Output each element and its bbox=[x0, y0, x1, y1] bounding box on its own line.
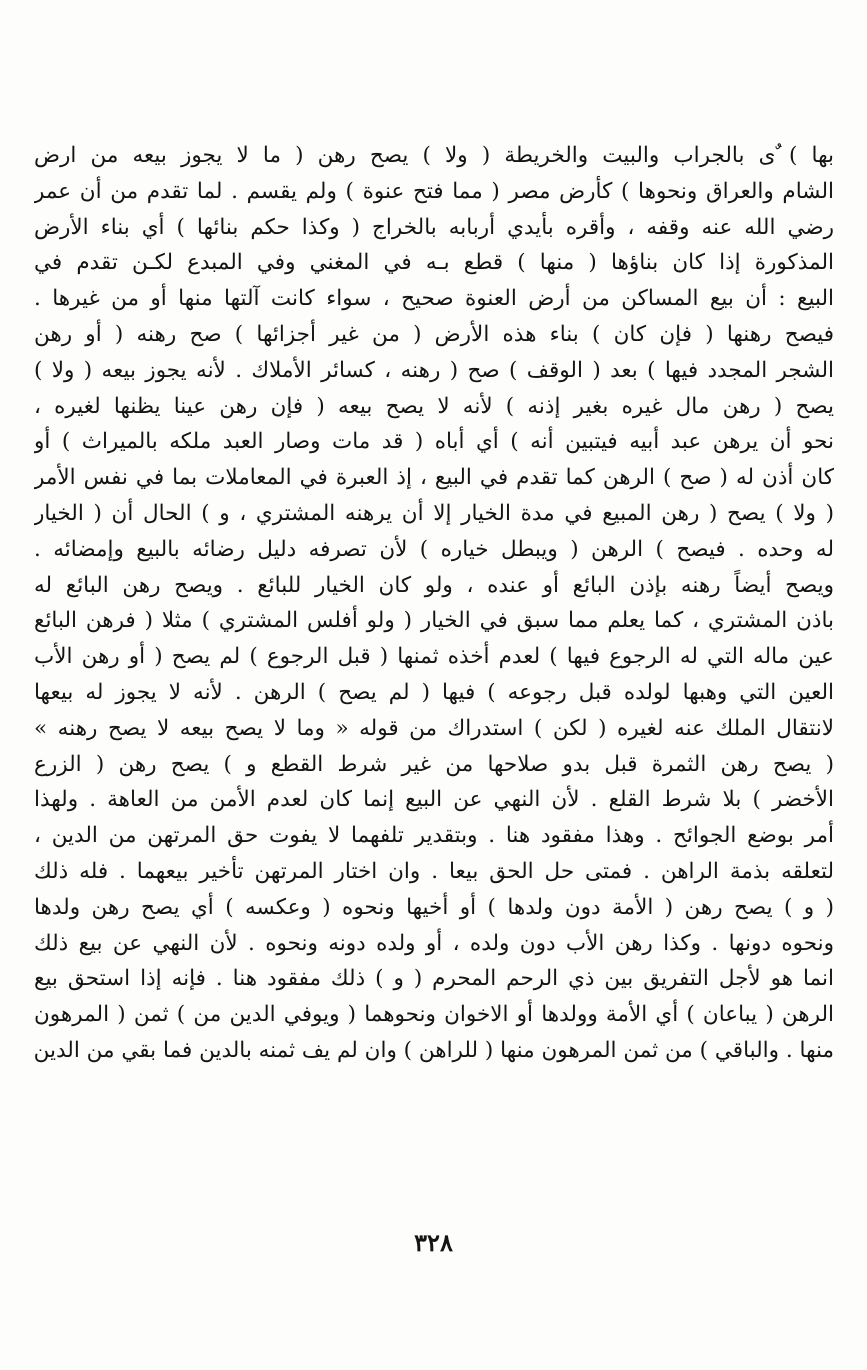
text-line: ( و ) يصح رهن ( الأمة دون ولدها ) أو أخيها ونحوه ( وعكسه ) أي يصح رهن ولدها bbox=[34, 894, 834, 920]
text-line: فيصح رهنها ( فإن كان ) بناء هذه الأرض ( من غير أجزائها ) صح رهنه ( أو رهن bbox=[34, 321, 834, 347]
text-line: باذن المشتري ، كما يعلم مما سبق في الخيار ( ولو أفلس المشتري ) مثلا ( فرهن البائع bbox=[34, 608, 834, 634]
text-line: الشجر المجدد فيها ) بعد ( الوقف ) صح ( رهنه ، كسائر الأملاك . لأنه يجوز بيعه ( ولا ) bbox=[34, 357, 834, 383]
text-line: الشام والعراق ونحوها ) كأرض مصر ( مما فتح عنوة ) ولم يقسم . لما تقدم من أن عمر bbox=[34, 178, 834, 204]
text-line: نحو أن يرهن عبد أبيه فيتبين أنه ) أي أباه ( قد مات وصار العبد ملكه بالميراث ) أو bbox=[34, 429, 834, 455]
body-text bbox=[34, 138, 834, 1069]
page-number: ٣٢٨ bbox=[414, 1228, 453, 1257]
text-line: ونحوه دونها . وكذا رهن الأب دون ولده ، أو ولده دونه ونحوه . لأن النهي عن بيع ذلك bbox=[34, 930, 834, 956]
text-line: الرهن ( يباعان ) أي الأمة وولدها أو الاخوان ونحوهما ( ويوفي الدين من ) ثمن ( المرهون bbox=[34, 1002, 834, 1028]
text-line: يصح ( رهن مال غيره بغير إذنه ) لأنه لا يصح بيعه ( فإن رهن عينا يظنها لغيره ، bbox=[34, 393, 834, 419]
text-line: انما هو لأجل التفريق بين ذي الرحم المحرم ( و ) ذلك مفقود هنا . فإنه إذا استحق بيع bbox=[34, 966, 834, 992]
text-line: ويصح أيضاً رهنه بإذن البائع أو عنده ، ولو كان الخيار للبائع . ويصح رهن البائع له bbox=[34, 572, 834, 598]
text-line: كان أذن له ( صح ) الرهن كما تقدم في البيع ، إذ العبرة في المعاملات بما في نفس الأمر bbox=[34, 465, 834, 491]
text-line: لانتقال الملك عنه لغيره ( لكن ) استدراك من قوله « وما لا يصح بيعه لا يصح رهنه » bbox=[34, 715, 834, 741]
text-line: الأخضر ) بلا شرط القلع . لأن النهي عن البيع إنما كان لعدم الأمن من العاهة . ولهذا bbox=[34, 787, 834, 813]
text-line: العين التي وهبها لولده قبل رجوعه ) فيها ( لم يصح ) الرهن . لأنه لا يجوز له بيعها bbox=[34, 679, 834, 705]
text-line: ( ولا ) يصح ( رهن المبيع في مدة الخيار إلا أن يرهنه المشتري ، و ) الحال أن ( الخيار bbox=[34, 500, 834, 526]
text-line: المذكورة إذا كان بناؤها ( منها ) قطع بـه في المغني وفي المبدع لكـن تقدم في bbox=[34, 250, 834, 276]
text-line: ( يصح رهن الثمرة قبل بدو صلاحها من غير شرط القطع و ) يصح رهن ( الزرع bbox=[34, 751, 834, 777]
text-line: بها ) ٌى بالجراب والبيت والخريطة ( ولا ) يصح رهن ( ما لا يجوز بيعه من ارض bbox=[34, 143, 834, 168]
text-line: لتعلقه بذمة الراهن . فمتى حل الحق بيعا . وان اختار المرتهن تأخير بيعهما . فله ذلك bbox=[34, 858, 834, 884]
text-line: أمر بوضع الجوائح . وهذا مفقود هنا . وبتقدير تلفهما لا يفوت حق المرتهن من الدين ، bbox=[34, 823, 834, 849]
text-line: البيع : أن بيع المساكن من أرض العنوة صحيح ، سواء كانت آلتها منها أو من غيرها . bbox=[34, 286, 834, 312]
text-line: له وحده . فيصح ) الرهن ( ويبطل خياره ) لأن تصرفه دليل رضائه بالبيع وإمضائه . bbox=[34, 536, 834, 562]
text-line: عين ماله التي له الرجوع فيها ) لعدم أخذه ثمنها ( قبل الرجوع ) لم يصح ( أو رهن الأب bbox=[34, 644, 834, 670]
text-line: رضي الله عنه وقفه ، وأقره بأيدي أربابه بالخراج ( وكذا حكم بنائها ) أي بناء الأرض bbox=[34, 214, 834, 240]
text-line: منها . والباقي ) من ثمن المرهون منها ( للراهن ) وان لم يف ثمنه بالدين فما بقي من الدين bbox=[34, 1037, 834, 1063]
